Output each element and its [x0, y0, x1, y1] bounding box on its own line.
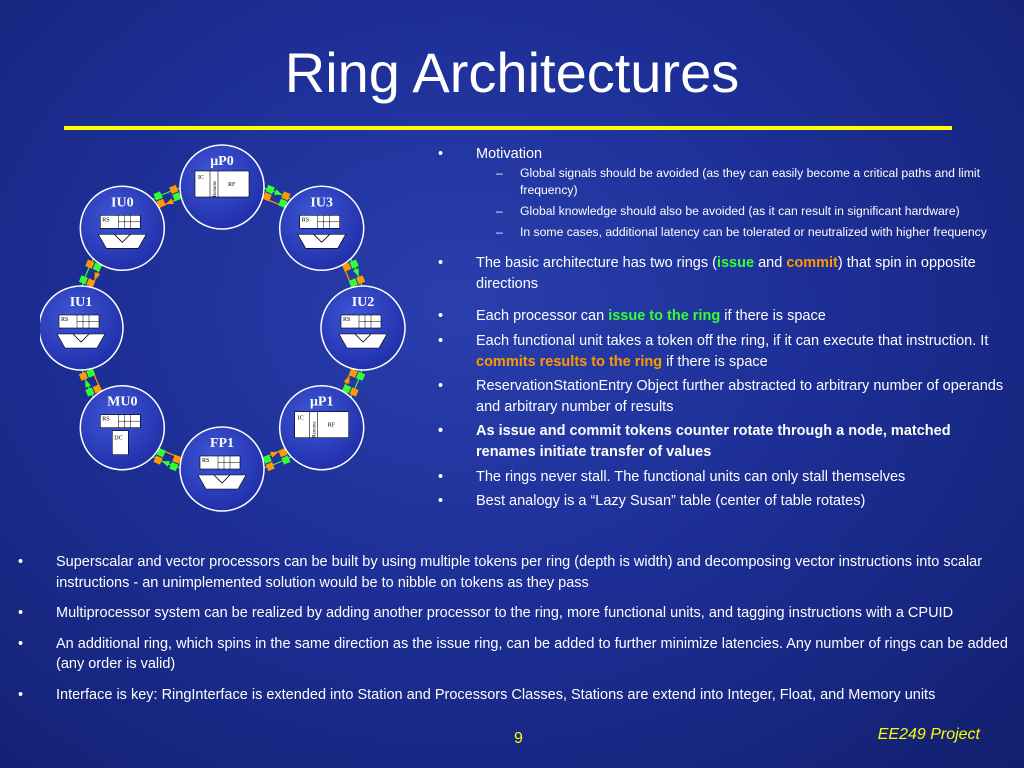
rs-label: RS	[102, 416, 110, 423]
commit-token	[85, 260, 94, 269]
node-label: μP1	[309, 394, 334, 410]
node-label: IU1	[69, 295, 93, 310]
motivation-label: Motivation	[476, 146, 543, 162]
functional-unit-shape	[198, 475, 246, 489]
ring-node	[180, 427, 264, 511]
ring-node	[321, 286, 405, 370]
issue-token	[169, 462, 178, 471]
bottom-bullet: • Interface is key: RingInterface is extended into Station and Processors Classes, Stations are extend into Integer, Float, and Memory units	[14, 685, 1010, 706]
ic-label: IC	[297, 415, 304, 422]
issue-token	[85, 387, 94, 396]
bullet-counter-rotate: • As issue and commit tokens counter rotate through a node, matched renames initiate transfer of values	[434, 421, 1006, 462]
issue-token	[281, 456, 290, 465]
commit-token	[169, 185, 178, 194]
commit-token	[266, 462, 275, 471]
ring-node	[40, 286, 123, 370]
issue-token	[266, 185, 275, 194]
node-label: μP0	[210, 154, 234, 169]
ring-node	[80, 386, 164, 470]
commit-token	[154, 456, 163, 465]
bullet-lazy-susan: • Best analogy is a “Lazy Susan” table (center of table rotates)	[434, 491, 1006, 512]
rs-label: RS	[102, 217, 110, 224]
footer-text: EE249 Project	[877, 726, 980, 743]
functional-unit-shape	[98, 234, 146, 248]
right-bullets	[434, 144, 1006, 516]
bottom-bullet: • Superscalar and vector processors can be built by using multiple tokens per ring (depth is width) and decomposing vector instructions into scalar instructions - an unimplemented solution would be to nibble on tokens as they pass	[14, 552, 1010, 593]
page-number: 9	[514, 730, 523, 747]
bottom-bullet: • Multiprocessor system can be realized by adding another processor to the ring, more functional units, and tagging instructions with a CPUID	[14, 603, 1010, 624]
commit-ring-arrow	[94, 272, 100, 281]
ring-node	[280, 386, 364, 470]
bottom-bullets	[14, 552, 1010, 715]
commit-token	[350, 387, 359, 396]
ring-node	[80, 186, 164, 270]
rf-label: RF	[228, 182, 236, 188]
commit-ring-arrow	[270, 452, 279, 458]
bullet-issue: • Each processor can issue to the ring if there is space	[434, 306, 1006, 327]
ring-node	[180, 145, 264, 229]
issue-ring-arrow	[85, 379, 91, 388]
commit-ring-arrow	[165, 198, 174, 204]
node-label: IU0	[111, 195, 134, 211]
rs-label: RS	[301, 217, 310, 224]
dc-label: DC	[114, 435, 123, 442]
issue-word: issue	[716, 255, 755, 272]
bullet-motivation	[434, 144, 1006, 241]
commit-ring-arrow	[344, 375, 350, 384]
bullet-never-stall: • The rings never stall. The functional units can only stall themselves	[434, 467, 1006, 488]
commit-token	[356, 275, 365, 284]
node-label: IU3	[310, 195, 333, 211]
rs-label: RS	[61, 317, 69, 323]
sub-bullet: – Global knowledge should also be avoided (as it can result in significant hardware)	[476, 203, 1006, 221]
sub-bullet: – Global signals should be avoided (as they can easily become a critical paths and limit frequency)	[476, 165, 1006, 200]
ic-label: IC	[198, 175, 204, 181]
nodes	[40, 145, 405, 511]
issue-ring-arrow	[353, 268, 359, 277]
rs-label: RS	[202, 458, 210, 464]
functional-unit-shape	[298, 234, 346, 248]
slide-title: Ring Architectures	[284, 41, 740, 104]
node-label: MU0	[107, 394, 138, 410]
ring-node	[280, 186, 364, 270]
rename-label: Rename	[312, 421, 318, 438]
issue-token	[356, 372, 365, 381]
issue-ring-arrow	[162, 461, 171, 467]
node-label: FP1	[209, 436, 235, 451]
rs-label: RS	[343, 317, 351, 323]
issue-token	[79, 275, 88, 284]
rf-label: RF	[327, 422, 336, 429]
bullet-commit: • Each functional unit takes a token off the ring, if it can execute that instruction. It commits results to the ring if there is space	[434, 331, 1006, 372]
commit-word: commit	[786, 255, 838, 272]
dc-box	[112, 431, 128, 455]
bullet-rse: • ReservationStationEntry Object further abstracted to arbitrary number of operands and arbitrary number of results	[434, 376, 1006, 417]
commit-token	[79, 372, 88, 381]
bullet-two-rings: • The basic architecture has two rings (issue and commit) that spin in opposite directions	[434, 253, 1006, 294]
functional-unit-shape	[57, 334, 105, 348]
rename-label: Rename	[213, 180, 218, 197]
commit-token	[281, 191, 290, 200]
issue-ring-arrow	[274, 189, 283, 195]
issue-token	[350, 260, 359, 269]
issue-token	[154, 191, 163, 200]
motivation-subbullets	[476, 165, 1006, 242]
functional-unit-shape	[339, 334, 387, 348]
title-underline	[64, 126, 952, 130]
sub-bullet: – In some cases, additional latency can be tolerated or neutralized with higher frequency	[476, 224, 1006, 242]
bottom-bullet: • An additional ring, which spins in the same direction as the issue ring, can be added to further minimize latencies. Any number of rings can be added (any order is valid)	[14, 634, 1010, 675]
node-label: IU2	[351, 295, 375, 310]
ring-diagram	[40, 134, 420, 530]
